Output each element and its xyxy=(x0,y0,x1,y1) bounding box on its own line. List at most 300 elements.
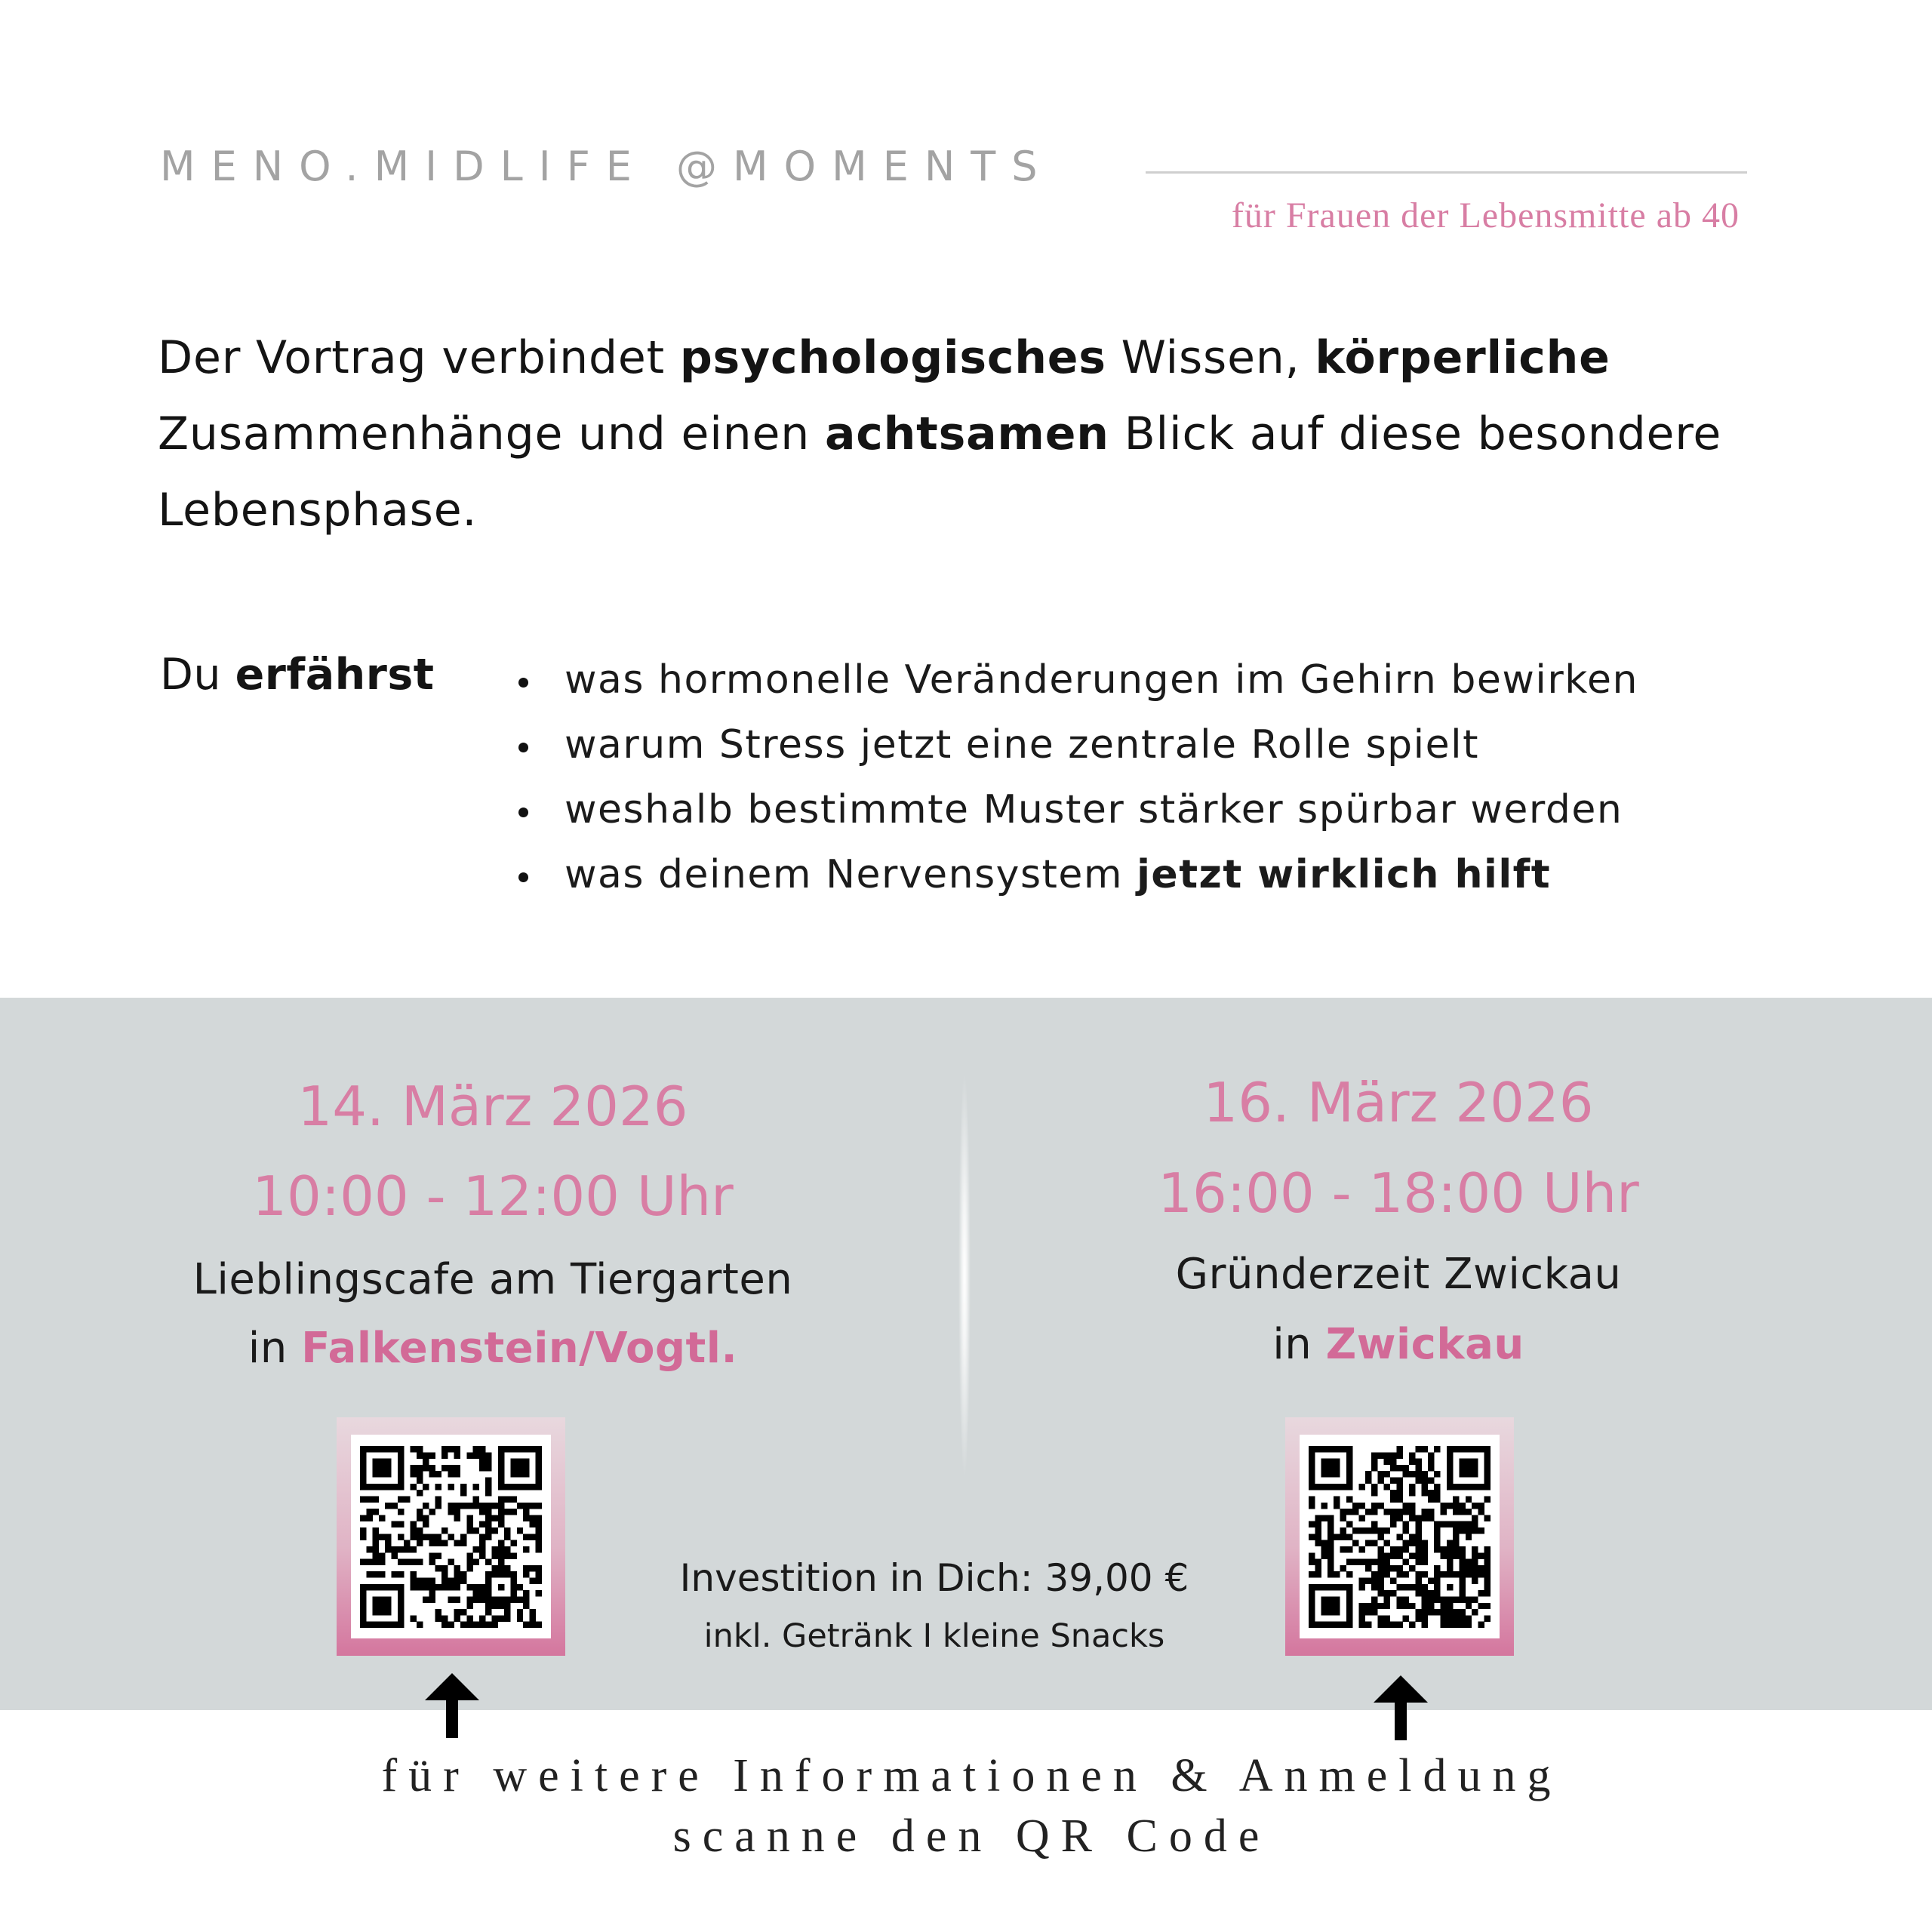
qr-module xyxy=(454,1583,460,1589)
qr-module xyxy=(1428,1509,1434,1515)
qr-module xyxy=(366,1571,372,1577)
qr-module xyxy=(479,1546,485,1552)
qr-module xyxy=(1396,1583,1402,1589)
qr-module xyxy=(1422,1552,1428,1558)
qr-module xyxy=(379,1464,385,1470)
event-city-prefix: in xyxy=(1272,1320,1326,1369)
qr-module xyxy=(1415,1571,1421,1577)
qr-module xyxy=(523,1602,529,1608)
qr-module xyxy=(366,1515,372,1521)
qr-module xyxy=(1396,1552,1402,1558)
qr-module xyxy=(466,1452,472,1458)
qr-module xyxy=(1428,1596,1434,1602)
qr-module xyxy=(1422,1602,1428,1608)
qr-module xyxy=(1371,1502,1377,1508)
qr-module xyxy=(1377,1558,1383,1564)
qr-module xyxy=(1415,1552,1421,1558)
qr-module xyxy=(435,1496,441,1502)
qr-module xyxy=(1371,1490,1377,1496)
qr-module xyxy=(1484,1577,1491,1583)
qr-module xyxy=(1371,1558,1377,1564)
qr-module xyxy=(1384,1452,1390,1458)
qr-module xyxy=(417,1621,423,1627)
qr-module xyxy=(1459,1471,1465,1477)
qr-module xyxy=(435,1552,441,1558)
event-date-right: 16. März 2026 xyxy=(1203,1071,1594,1134)
qr-module xyxy=(1434,1577,1440,1583)
qr-module xyxy=(429,1596,435,1602)
qr-module xyxy=(1384,1458,1390,1464)
qr-background xyxy=(351,1435,551,1638)
qr-module xyxy=(1384,1596,1390,1602)
qr-module xyxy=(417,1577,423,1583)
qr-module xyxy=(1321,1446,1327,1452)
qr-module xyxy=(1484,1558,1491,1564)
qr-module xyxy=(485,1521,491,1527)
event-time-right: 16:00 - 18:00 Uhr xyxy=(1158,1161,1639,1225)
qr-module xyxy=(1403,1471,1409,1477)
qr-module xyxy=(1466,1615,1472,1621)
qr-module xyxy=(410,1446,416,1452)
qr-module xyxy=(1396,1564,1402,1571)
qr-module xyxy=(1447,1477,1453,1483)
qr-module xyxy=(360,1527,366,1534)
qr-module xyxy=(498,1558,504,1564)
qr-module xyxy=(423,1458,429,1464)
qr-module xyxy=(1478,1483,1484,1489)
qr-module xyxy=(360,1477,366,1483)
qr-module xyxy=(510,1596,516,1602)
qr-module xyxy=(1365,1558,1371,1564)
qr-module xyxy=(479,1509,485,1515)
qr-module xyxy=(523,1621,529,1627)
qr-module xyxy=(441,1446,448,1452)
qr-module xyxy=(536,1534,542,1540)
qr-module xyxy=(379,1446,385,1452)
qr-module xyxy=(1365,1540,1371,1546)
qr-frame-left xyxy=(337,1417,565,1656)
qr-module xyxy=(1340,1534,1346,1540)
qr-module xyxy=(429,1552,435,1558)
qr-module xyxy=(492,1546,498,1552)
qr-module xyxy=(1466,1509,1472,1515)
qr-module xyxy=(1466,1534,1472,1540)
qr-module xyxy=(1371,1609,1377,1615)
cta-line-1: für weitere Informationen & Anmeldung xyxy=(381,1750,1562,1801)
qr-module xyxy=(1327,1458,1334,1464)
qr-module xyxy=(1422,1546,1428,1552)
qr-module xyxy=(404,1540,410,1546)
qr-module xyxy=(454,1471,460,1477)
qr-module xyxy=(1434,1546,1440,1552)
qr-module xyxy=(1484,1546,1491,1552)
event-city-name: Zwickau xyxy=(1325,1320,1524,1369)
qr-module xyxy=(1447,1602,1453,1608)
qr-module xyxy=(473,1496,479,1502)
qr-module xyxy=(1428,1577,1434,1583)
qr-module xyxy=(1340,1621,1346,1627)
qr-module xyxy=(1472,1515,1478,1521)
qr-module xyxy=(1441,1552,1447,1558)
qr-module xyxy=(1377,1471,1383,1477)
qr-module xyxy=(523,1471,529,1477)
qr-module xyxy=(1409,1458,1415,1464)
qr-module xyxy=(1453,1527,1459,1534)
qr-module xyxy=(1346,1583,1352,1589)
qr-module xyxy=(460,1621,466,1627)
qr-module xyxy=(1377,1546,1383,1552)
qr-module xyxy=(1327,1558,1334,1564)
qr-module xyxy=(410,1615,416,1621)
qr-module xyxy=(410,1483,416,1489)
qr-module xyxy=(1415,1577,1421,1583)
qr-module xyxy=(479,1596,485,1602)
qr-module xyxy=(492,1527,498,1534)
learn-label-regular: Du xyxy=(160,650,235,700)
qr-module xyxy=(1459,1615,1465,1621)
qr-module xyxy=(366,1546,372,1552)
event-city-left xyxy=(78,1324,908,1373)
qr-module xyxy=(492,1571,498,1577)
qr-module xyxy=(1309,1446,1315,1452)
qr-module xyxy=(460,1502,466,1508)
qr-module xyxy=(1377,1452,1383,1458)
qr-module xyxy=(385,1602,391,1608)
qr-module xyxy=(1371,1602,1377,1608)
qr-module xyxy=(373,1483,379,1489)
qr-module xyxy=(1321,1583,1327,1589)
qr-module xyxy=(379,1515,385,1521)
qr-module xyxy=(523,1590,529,1596)
qr-module xyxy=(1315,1534,1321,1540)
qr-module xyxy=(373,1458,379,1464)
qr-module xyxy=(1396,1477,1402,1483)
qr-module xyxy=(1415,1534,1421,1540)
intro-line-2 xyxy=(158,396,1721,472)
qr-module xyxy=(523,1502,529,1508)
qr-module xyxy=(1371,1464,1377,1470)
qr-module xyxy=(510,1496,516,1502)
qr-module xyxy=(498,1521,504,1527)
qr-module xyxy=(536,1577,542,1583)
qr-module xyxy=(510,1590,516,1596)
qr-module xyxy=(1422,1590,1428,1596)
qr-module xyxy=(1358,1583,1364,1589)
qr-module xyxy=(1358,1502,1364,1508)
header-rule xyxy=(1146,171,1747,174)
qr-module xyxy=(1484,1552,1491,1558)
qr-module xyxy=(1409,1483,1415,1489)
qr-module xyxy=(1466,1621,1472,1627)
qr-module xyxy=(1346,1615,1352,1621)
qr-module xyxy=(479,1521,485,1527)
qr-module xyxy=(385,1471,391,1477)
qr-module xyxy=(379,1534,385,1540)
qr-module xyxy=(1384,1615,1390,1621)
qr-module xyxy=(429,1590,435,1596)
qr-module xyxy=(1371,1521,1377,1527)
qr-module xyxy=(1453,1546,1459,1552)
qr-module xyxy=(1453,1596,1459,1602)
qr-module xyxy=(1453,1521,1459,1527)
qr-module xyxy=(1377,1577,1383,1583)
qr-module xyxy=(1441,1615,1447,1621)
qr-module xyxy=(1428,1490,1434,1496)
qr-module xyxy=(454,1577,460,1583)
qr-module xyxy=(429,1558,435,1564)
qr-module xyxy=(504,1483,510,1489)
qr-module xyxy=(1390,1458,1396,1464)
qr-module xyxy=(429,1464,435,1470)
qr-module xyxy=(479,1590,485,1596)
list-item-bold: jetzt wirklich hilft xyxy=(1137,852,1552,897)
qr-module xyxy=(392,1583,398,1589)
qr-module xyxy=(523,1509,529,1515)
qr-module xyxy=(1415,1546,1421,1552)
qr-module xyxy=(523,1534,529,1540)
qr-module xyxy=(1453,1446,1459,1452)
qr-module xyxy=(536,1571,542,1577)
qr-module xyxy=(492,1515,498,1521)
event-time-left: 10:00 - 12:00 Uhr xyxy=(252,1164,734,1228)
qr-module xyxy=(454,1615,460,1621)
qr-module xyxy=(1484,1602,1491,1608)
qr-module xyxy=(410,1577,416,1583)
qr-module xyxy=(1415,1540,1421,1546)
qr-module xyxy=(1459,1458,1465,1464)
qr-module xyxy=(417,1464,423,1470)
qr-module xyxy=(373,1446,379,1452)
qr-module xyxy=(379,1602,385,1608)
intro-text: Der Vortrag verbindet xyxy=(158,331,680,384)
qr-module xyxy=(1340,1446,1346,1452)
qr-module xyxy=(441,1464,448,1470)
qr-module xyxy=(485,1558,491,1564)
qr-module xyxy=(1358,1515,1364,1521)
qr-module xyxy=(448,1621,454,1627)
bullet-icon xyxy=(518,808,528,817)
qr-module xyxy=(1377,1527,1383,1534)
qr-code-zwickau[interactable] xyxy=(1309,1446,1491,1628)
qr-module xyxy=(1396,1490,1402,1496)
qr-module xyxy=(1453,1609,1459,1615)
qr-module xyxy=(1384,1509,1390,1515)
qr-module xyxy=(1428,1602,1434,1608)
qr-module xyxy=(1371,1596,1377,1602)
qr-module xyxy=(1484,1471,1491,1477)
qr-module xyxy=(1371,1452,1377,1458)
qr-module xyxy=(392,1621,398,1627)
qr-module xyxy=(485,1534,491,1540)
qr-module xyxy=(1390,1464,1396,1470)
qr-module xyxy=(1422,1477,1428,1483)
qr-module xyxy=(454,1564,460,1571)
qr-module xyxy=(398,1464,404,1470)
qr-module xyxy=(529,1609,535,1615)
qr-module xyxy=(1334,1596,1340,1602)
qr-module xyxy=(410,1521,416,1527)
qr-module xyxy=(1459,1502,1465,1508)
qr-module xyxy=(492,1564,498,1571)
qr-module xyxy=(1466,1458,1472,1464)
qr-module xyxy=(1321,1502,1327,1508)
qr-module xyxy=(498,1564,504,1571)
qr-module xyxy=(1453,1509,1459,1515)
qr-module xyxy=(1447,1583,1453,1589)
qr-module xyxy=(1358,1483,1364,1489)
qr-module xyxy=(1384,1564,1390,1571)
qr-module xyxy=(366,1483,372,1489)
qr-module xyxy=(1334,1609,1340,1615)
qr-module xyxy=(1315,1558,1321,1564)
qr-module xyxy=(504,1446,510,1452)
qr-module xyxy=(1428,1515,1434,1521)
qr-module xyxy=(1309,1471,1315,1477)
qr-module xyxy=(1434,1564,1440,1571)
qr-module xyxy=(1415,1590,1421,1596)
qr-module xyxy=(498,1515,504,1521)
qr-module xyxy=(1409,1540,1415,1546)
qr-module xyxy=(1459,1527,1465,1534)
qr-module xyxy=(429,1471,435,1477)
qr-module xyxy=(1453,1552,1459,1558)
qr-module xyxy=(429,1540,435,1546)
qr-module xyxy=(1428,1458,1434,1464)
qr-module xyxy=(1466,1483,1472,1489)
qr-module xyxy=(360,1596,366,1602)
qr-module xyxy=(1466,1521,1472,1527)
qr-module xyxy=(1434,1590,1440,1596)
qr-module xyxy=(479,1458,485,1464)
qr-module xyxy=(1358,1527,1364,1534)
qr-module xyxy=(373,1583,379,1589)
qr-module xyxy=(1459,1609,1465,1615)
qr-module xyxy=(1358,1621,1364,1627)
qr-module xyxy=(1390,1552,1396,1558)
qr-module xyxy=(1327,1446,1334,1452)
qr-module xyxy=(466,1552,472,1558)
qr-module xyxy=(517,1471,523,1477)
qr-module xyxy=(1327,1540,1334,1546)
qr-module xyxy=(392,1502,398,1508)
qr-module xyxy=(1403,1540,1409,1546)
qr-module xyxy=(1466,1596,1472,1602)
qr-module xyxy=(1396,1496,1402,1502)
qr-module xyxy=(485,1464,491,1470)
qr-module xyxy=(479,1583,485,1589)
qr-module xyxy=(410,1527,416,1534)
qr-module xyxy=(1327,1471,1334,1477)
qr-module xyxy=(1441,1609,1447,1615)
qr-module xyxy=(498,1471,504,1477)
qr-module xyxy=(523,1571,529,1577)
qr-module xyxy=(423,1577,429,1583)
qr-module xyxy=(398,1609,404,1615)
qr-module xyxy=(417,1490,423,1496)
qr-module xyxy=(1346,1521,1352,1527)
qr-module xyxy=(536,1464,542,1470)
qr-module xyxy=(529,1502,535,1508)
qr-module xyxy=(536,1471,542,1477)
qr-module xyxy=(1403,1571,1409,1577)
qr-module xyxy=(498,1502,504,1508)
qr-module xyxy=(1478,1564,1484,1571)
qr-module xyxy=(1358,1602,1364,1608)
qr-module xyxy=(435,1615,441,1621)
qr-module xyxy=(498,1464,504,1470)
qr-module xyxy=(485,1527,491,1534)
qr-module xyxy=(466,1602,472,1608)
qr-module xyxy=(1327,1552,1334,1558)
qr-module xyxy=(417,1446,423,1452)
qr-module xyxy=(1472,1558,1478,1564)
qr-module xyxy=(1327,1521,1334,1527)
qr-module xyxy=(1346,1452,1352,1458)
qr-module xyxy=(1415,1615,1421,1621)
qr-module xyxy=(1309,1483,1315,1489)
qr-module xyxy=(485,1458,491,1464)
qr-module xyxy=(492,1621,498,1627)
qr-module xyxy=(1327,1621,1334,1627)
qr-module xyxy=(1384,1552,1390,1558)
qr-module xyxy=(1396,1571,1402,1577)
qr-module xyxy=(1327,1464,1334,1470)
qr-module xyxy=(1415,1446,1421,1452)
qr-module xyxy=(1346,1621,1352,1627)
qr-module xyxy=(1334,1483,1340,1489)
qr-module xyxy=(510,1577,516,1583)
qr-module xyxy=(517,1596,523,1602)
qr-code-falkenstein[interactable] xyxy=(360,1446,542,1628)
qr-module xyxy=(1327,1596,1334,1602)
event-city-right xyxy=(983,1320,1814,1369)
qr-module xyxy=(1396,1515,1402,1521)
qr-module xyxy=(1346,1571,1352,1577)
qr-module xyxy=(1415,1583,1421,1589)
qr-module xyxy=(1441,1602,1447,1608)
qr-module xyxy=(1415,1609,1421,1615)
qr-module xyxy=(1459,1590,1465,1596)
qr-module xyxy=(1358,1577,1364,1583)
qr-module xyxy=(498,1540,504,1546)
qr-module xyxy=(1409,1583,1415,1589)
qr-module xyxy=(1334,1621,1340,1627)
qr-module xyxy=(498,1458,504,1464)
qr-module xyxy=(504,1596,510,1602)
qr-module xyxy=(1447,1571,1453,1577)
qr-module xyxy=(1484,1452,1491,1458)
qr-module xyxy=(1478,1571,1484,1577)
qr-module xyxy=(1478,1621,1484,1627)
qr-module xyxy=(1352,1509,1358,1515)
qr-module xyxy=(1459,1558,1465,1564)
qr-module xyxy=(1447,1552,1453,1558)
qr-module xyxy=(1309,1558,1315,1564)
qr-module xyxy=(1334,1496,1340,1502)
qr-module xyxy=(510,1552,516,1558)
qr-module xyxy=(1453,1483,1459,1489)
qr-module xyxy=(1415,1464,1421,1470)
qr-module xyxy=(1478,1502,1484,1508)
qr-module xyxy=(1441,1546,1447,1552)
qr-module xyxy=(379,1621,385,1627)
qr-module xyxy=(1447,1540,1453,1546)
qr-module xyxy=(1466,1471,1472,1477)
intro-bold: psychologisches xyxy=(679,331,1106,384)
qr-module xyxy=(529,1483,535,1489)
qr-module xyxy=(1377,1621,1383,1627)
qr-module xyxy=(1327,1515,1334,1521)
